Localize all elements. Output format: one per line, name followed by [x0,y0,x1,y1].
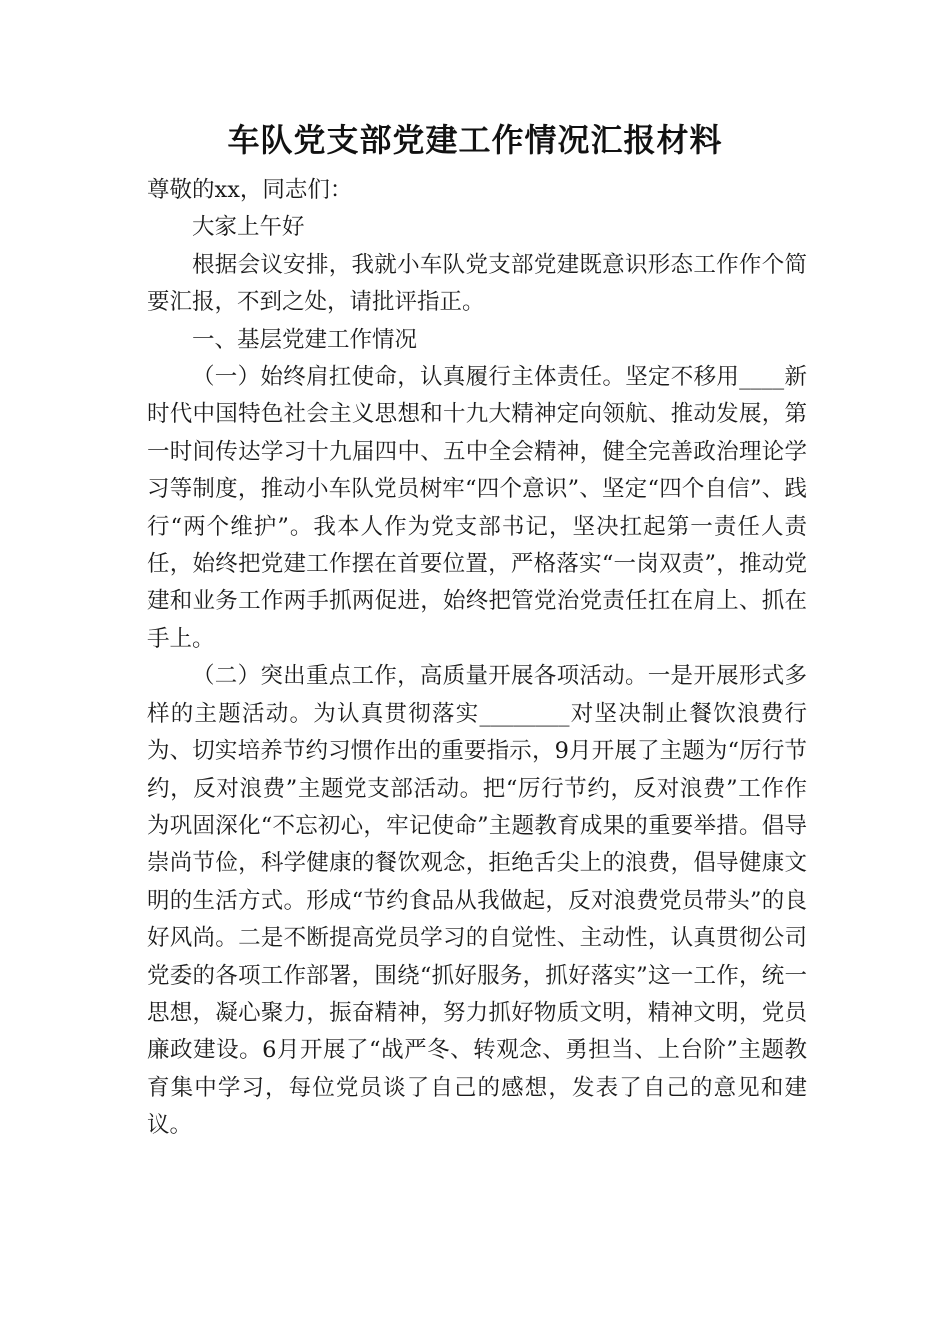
intro-paragraph: 根据会议安排，我就小车队党支部党建既意识形态工作作个简要汇报，不到之处，请批评指正。 [147,251,807,316]
greeting: 大家上午好 [192,214,305,241]
section-heading: 一、基层党建工作情况 [192,326,418,353]
document-title: 车队党支部党建工作情况汇报材料 [227,121,723,159]
document-body [147,172,807,1145]
body-paragraph: （一）始终肩扛使命，认真履行主体责任。坚定不移用____新时代中国特色社会主义思想和十九大精神定向领航、推动发展，第一时间传达学习十九届四中、五中全会精神，健全完善政治理论学习等制度，推动小车队党员树牢“四个意识”、坚定“四个自信”、践行“两个维护”。我本人作为党支部书记，坚决扛起第一责任人责任，始终把党建工作摆在首要位置，严格落实“一岗双责”，推动党建和业务工作两手抓两促进，始终把管党治党责任扛在肩上、抓在手上。 [147,364,807,652]
salutation: 尊敬的xx，同志们： [147,177,353,203]
body-paragraph: （二）突出重点工作，高质量开展各项活动。一是开展形式多样的主题活动。为认真贯彻落实________对坚决制止餐饮浪费行为、切实培养节约习惯作出的重要指示，9月开展了主题为“厉行节约，反对浪费”主题党支部活动。把“厉行节约，反对浪费”工作作为巩固深化“不忘初心，牢记使命”主题教育成果的重要举措。倡导崇尚节俭，科学健康的餐饮观念，拒绝舌尖上的浪费，倡导健康文明的生活方式。形成“节约食品从我做起，反对浪费党员带头”的良好风尚。二是不断提高党员学习的自觉性、主动性，认真贯彻公司党委的各项工作部署，围绕“抓好服务，抓好落实”这一工作，统一思想，凝心聚力，振奋精神，努力抓好物质文明，精神文明，党员廉政建设。6月开展了“战严冬、转观念、勇担当、上台阶”主题教育集中学习，每位党员谈了自己的感想，发表了自己的意见和建议。 [147,663,807,1139]
